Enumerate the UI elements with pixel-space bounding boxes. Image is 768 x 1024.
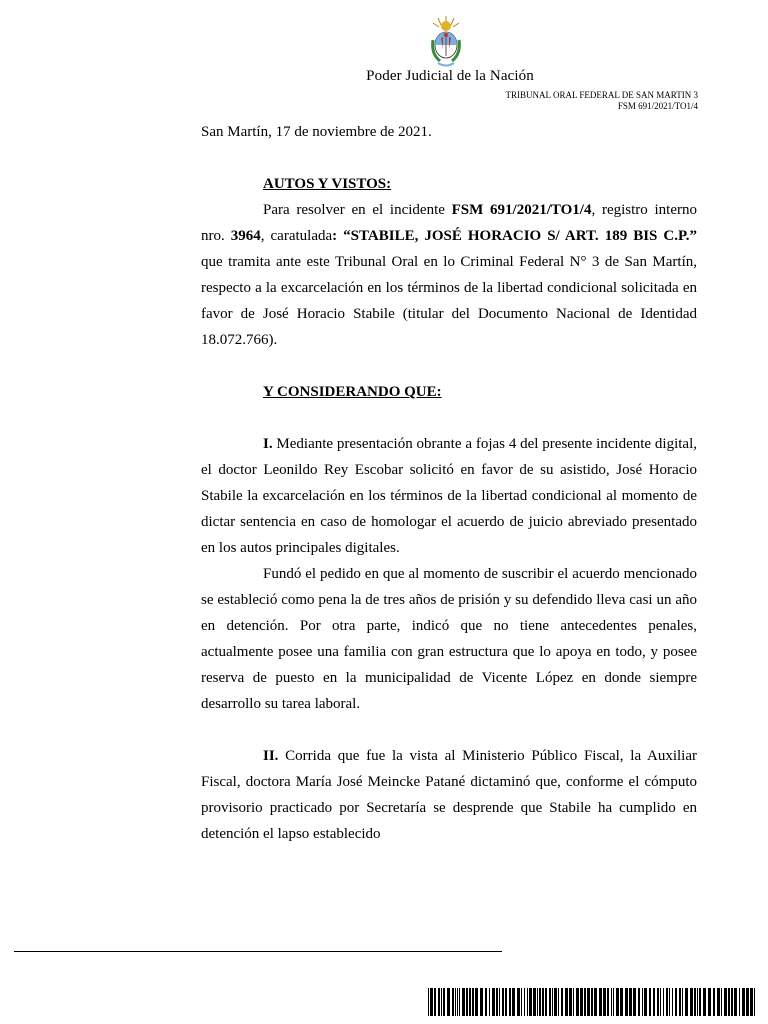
p1-text-4: que tramita ante este Tribunal Oral en lo Criminal Federal N° 3 de San Martín, respecto a la excarcelación en los términos de la libertad condicional solicitada en favor de José Horacio Stabile (titular del Documento Nacional de Identidad 18.072.766). [201, 254, 697, 348]
paragraph-i [201, 431, 697, 561]
court-name: TRIBUNAL ORAL FEDERAL DE SAN MARTIN 3 [505, 90, 698, 100]
section-heading-considerando: Y CONSIDERANDO QUE: [263, 384, 442, 400]
national-coat-of-arms-icon [428, 14, 464, 68]
paragraph-i-text: Mediante presentación obrante a fojas 4 del presente incidente digital, el doctor Leonildo Rey Escobar solicitó en favor de su asistido, José Horacio Stabile la excarcelación en los términos de la libertad condicional al momento de dictar sentencia en caso de homologar el acuerdo de juicio abreviado presentado en los autos principales digitales. [201, 436, 697, 556]
internal-number: 3964 [230, 228, 261, 244]
paragraph-fundo: Fundó el pedido en que al momento de suscribir el acuerdo mencionado se estableció como pena la de tres años de prisión y su defendido lleva casi un año en detención. Por otra parte, indicó que no tiene antecedentes penales, actualmente posee una familia con gran estructura que lo apoya en todo, y posee reserva de puesto en la municipalidad de Vicente López en donde siempre desarrollo su tarea laboral. [201, 566, 697, 712]
paragraph-i-number: I. [263, 436, 273, 452]
p1-text-3: , caratulada [260, 228, 333, 244]
document-body [201, 119, 697, 847]
paragraph-ii-number: II. [263, 748, 279, 764]
paragraph-autos-y-vistos [201, 197, 697, 353]
paragraph-ii-text: Corrida que fue la vista al Ministerio Público Fiscal, la Auxiliar Fiscal, doctora María José Meincke Patané dictaminó que, conforme el cómputo provisorio practicado por Secretaría se desprende que Stabile ha cumplido en detención el lapso establecido [201, 748, 697, 842]
barcode-icon [428, 988, 758, 1016]
footer-rule [14, 951, 502, 952]
p1-text-1: Para resolver en el incidente [263, 202, 452, 218]
section-heading-autos: AUTOS Y VISTOS: [263, 176, 392, 192]
paragraph-ii [201, 743, 697, 847]
p1-text-2: , registro interno nro. [201, 202, 697, 244]
case-ref: FSM 691/2021/TO1/4 [451, 202, 592, 218]
case-caption: : “STABILE, JOSÉ HORACIO S/ ART. 189 BIS C.P.” [332, 228, 698, 244]
header-title: Poder Judicial de la Nación [366, 68, 534, 84]
date-line: San Martín, 17 de noviembre de 2021. [201, 124, 432, 140]
case-number: FSM 691/2021/TO1/4 [617, 101, 698, 111]
